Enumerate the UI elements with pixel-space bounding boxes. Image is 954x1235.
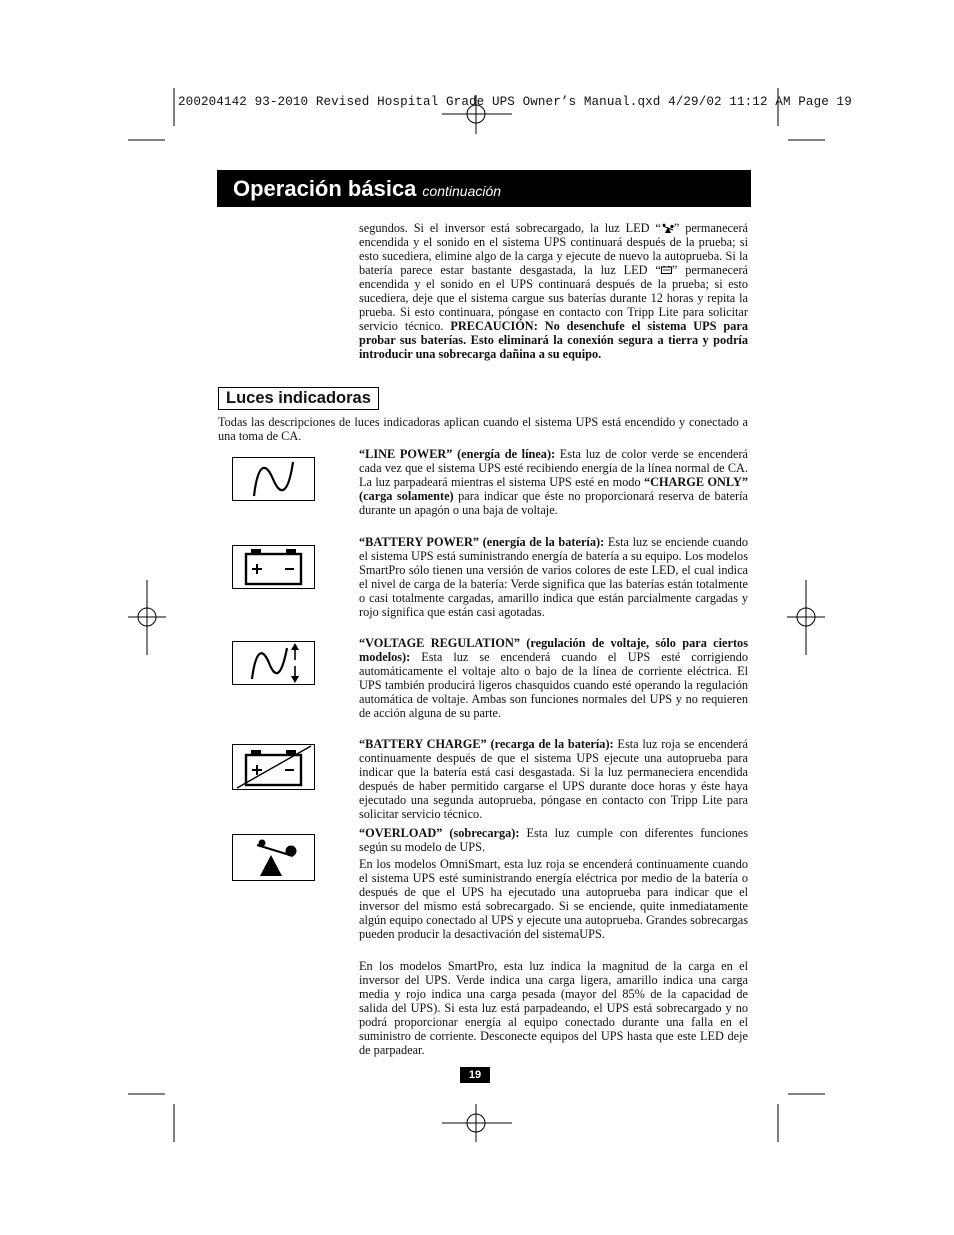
intro-paragraph: segundos. Si el inversor está sobrecargado, la luz LED “ ” permanecerá encendida y el sonido en el sistema UPS continuará después de la prueba; si esto sucediera, elimine algo de la carga y ejecute de nuevo la autoprueba. Si la batería parece estar bastante desgastada, la luz LED “ ” permanecerá encendida y el sonido en el UPS continuará después de la prueba; si esto sucediera, deje que el sistema cargue sus baterías durante 12 horas y repita la prueba. Si esto continuara, póngase en contacto con Tripp Lite para solicitar servicio técnico. PRECAUCIÓN: No desenchufe el sistema UPS para probar sus baterías. Esto eliminará la conexión segura a tierra y podría introducir una sobrecarga dañina a su equipo. [359, 221, 749, 361]
section-header-bar [217, 170, 751, 207]
line-power-description: “LINE POWER” (energía de línea): Esta luz de color verde se encenderá cada vez que el sistema UPS esté recibiendo energía de la línea normal de CA. La luz parpadeará mientras el sistema UPS esté en modo “CHARGE ONLY” (carga solamente) para indicar que éste no proporcionará reserva de batería durante un apagón o una baja de voltaje. [359, 447, 749, 517]
print-slug-line: 200204142 93-2010 Revised Hospital Grade UPS Owner’s Manual.qxd 4/29/02 11:12 AM Page 19 [178, 95, 852, 109]
overload-icon [232, 834, 315, 881]
overload-smartpro-paragraph: En los modelos SmartPro, esta luz indica la magnitud de la carga en el inversor del UPS. Verde indica una carga ligera, amarillo indica una carga media y rojo indica una carga pesada (mayor del 85% de la capacidad de salida del UPS). Si esta luz está parpadeando, el UPS está sobrecargado y no podrá proporcionar energía al equipo conectado durante una falla en el suministro de corriente. Desconecte equipos del UPS hasta que este LED deje de parpadear. [359, 959, 748, 1057]
page-title: Operación básica [233, 176, 417, 201]
overload-description: “OVERLOAD” (sobrecarga): Esta luz cumple con diferentes funciones según su modelo de UPS. [359, 826, 748, 854]
battery-charge-icon [232, 744, 315, 790]
battery-power-icon [232, 545, 315, 589]
section-intro: Todas las descripciones de luces indicadoras aplican cuando el sistema UPS está encendido y conectado a una toma de CA. [218, 415, 748, 443]
battery-charge-description: “BATTERY CHARGE” (recarga de la batería): Esta luz roja se encenderá continuamente después de que el sistema UPS ejecute una autoprueba para indicar que la batería está casi desgastada. Si la luz permaneciera encendida después de haber permitido cargarse el UPS durante doce horas y éste haya ejecutado una segunda autoprueba, póngase en contacto con Tripp Lite para solicitar servicio técnico. [359, 737, 748, 821]
page-number: 19 [460, 1067, 490, 1083]
overload-omnismart-paragraph: En los modelos OmniSmart, esta luz roja se encenderá continuamente cuando el sistema UPS esté suministrando energía eléctrica por medio de la batería o después de que el UPS ha ejecutado una autoprueba para indicar que el inversor del mismo está sobrecargado. Si se enciende, quite inmediatamente algún equipo conectado al UPS y ejecute una autoprueba. Grandes sobrecargas pueden producir la desactivación del sistemaUPS. [359, 857, 748, 941]
voltage-regulation-description: “VOLTAGE REGULATION” (regulación de voltaje, sólo para ciertos modelos): Esta luz se encenderá cuando el UPS esté corrigiendo automáticamente el voltaje alto o bajo de la línea de corriente eléctrica. El UPS también producirá ligeros chasquidos cuando esté operando la regulación automática de voltaje. Ambas son funciones normales del UPS y no requieren de acción alguna de su parte. [359, 636, 748, 720]
line-power-icon [232, 457, 315, 501]
page-subtitle: continuación [422, 183, 502, 199]
section-title: Luces indicadoras [218, 387, 379, 410]
voltage-regulation-icon [232, 641, 315, 685]
battery-power-description: “BATTERY POWER” (energía de la batería): Esta luz se enciende cuando el sistema UPS está suministrando energía de batería a su equipo. Los modelos SmartPro sólo tienen una versión de varios colores de este LED, el cual indica el nivel de carga de la batería: Verde significa que las baterías están totalmente o casi totalmente cargadas, amarillo indica que están parcialmente cargadas y rojo significa que están casi agotadas. [359, 535, 748, 619]
battery-led-inline-icon [661, 266, 672, 274]
overload-led-inline-icon [661, 223, 674, 233]
